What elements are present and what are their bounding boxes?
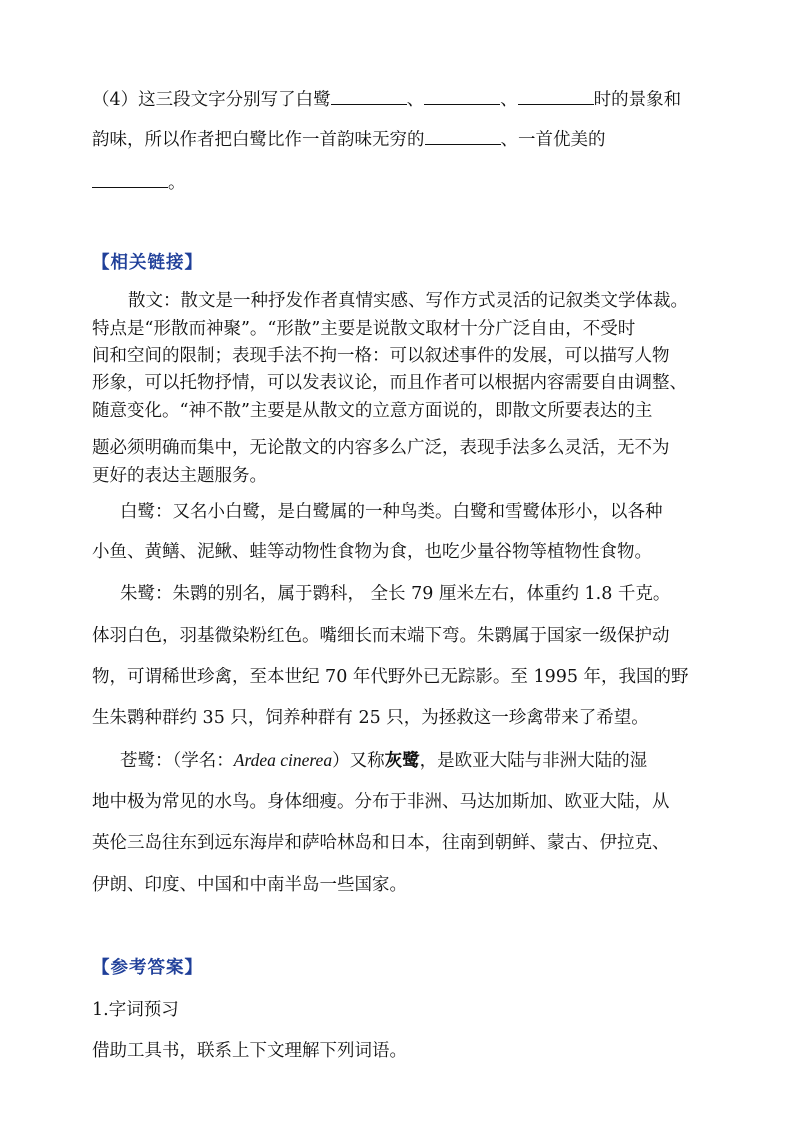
- heron-text: 苍鹭：（学名：: [120, 751, 234, 771]
- prose-paragraph-line: 随意变化。“神不散”主要是从散文的立意方面说的，即散文所要表达的主: [92, 401, 653, 421]
- answer-blank: [518, 87, 594, 105]
- question-line-1: [92, 87, 681, 111]
- heron-text: ，是欧亚大陆与非洲大陆的湿: [419, 751, 648, 771]
- heron-paragraph-line: [120, 749, 647, 772]
- heron-alt-name: 灰鹭: [384, 751, 420, 771]
- answer-blank: [425, 127, 501, 145]
- ibis-paragraph-line: 体羽白色，羽基微染粉红色。嘴细长而末端下弯。朱鹮属于国家一级保护动: [92, 626, 670, 646]
- prose-paragraph-line: 特点是“形散而神聚”。“形散”主要是说散文取材十分广泛自由，不受时: [92, 319, 636, 339]
- prose-paragraph-line: 题必须明确而集中，无论散文的内容多么广泛，表现手法多么灵活，无不为: [92, 438, 670, 458]
- answer-blank: [424, 87, 500, 105]
- prose-paragraph-line: 更好的表达主题服务。: [92, 466, 267, 486]
- answer-item-title: 1.字词预习: [92, 1000, 179, 1020]
- related-links-heading: 【相关链接】: [92, 253, 203, 273]
- separator: 、: [500, 90, 518, 110]
- question-text: 韵味，所以作者把白鹭比作一首韵味无穷的: [92, 130, 425, 150]
- prose-paragraph-line: 散文：散文是一种抒发作者真情实感、写作方式灵活的记叙类文学体裁。: [128, 291, 688, 311]
- question-line-3: [92, 170, 186, 194]
- prose-paragraph-line: 形象，可以托物抒情，可以发表议论，而且作者可以根据内容需要自由调整、: [92, 373, 687, 393]
- reference-answers-heading: 【参考答案】: [92, 958, 203, 978]
- question-text: 。: [168, 173, 186, 193]
- question-text: 、一首优美的: [500, 130, 606, 150]
- heron-latin-name: Ardea cinerea: [233, 750, 333, 770]
- ibis-paragraph-line: 朱鹭：朱鹮的别名，属于鹮科， 全长 79 厘米左右，体重约 1.8 千克。: [120, 584, 671, 604]
- answer-blank: [92, 170, 168, 188]
- ibis-paragraph-line: 物，可谓稀世珍禽，至本世纪 70 年代野外已无踪影。至 1995 年，我国的野: [92, 667, 689, 687]
- prose-paragraph-line: 间和空间的限制；表现手法不拘一格：可以叙述事件的发展，可以描写人物: [92, 346, 670, 366]
- egret-paragraph-line: 小鱼、黄鳝、泥鳅、蛙等动物性食物为食，也吃少量谷物等植物性食物。: [92, 542, 652, 562]
- heron-paragraph-line: 伊朗、印度、中国和中南半岛一些国家。: [92, 875, 407, 895]
- egret-paragraph-line: 白鹭：又名小白鹭，是白鹭属的一种鸟类。白鹭和雪鹭体形小，以各种: [120, 502, 663, 522]
- answer-blank: [331, 87, 407, 105]
- separator: 、: [406, 90, 425, 110]
- answer-item-description: 借助工具书，联系上下文理解下列词语。: [92, 1041, 407, 1061]
- ibis-paragraph-line: 生朱鹮种群约 35 只，饲养种群有 25 只，为拯救这一珍禽带来了希望。: [92, 708, 649, 728]
- heron-paragraph-line: 英伦三岛往东到远东海岸和萨哈林岛和日本，往南到朝鲜、蒙古、伊拉克、: [92, 833, 670, 853]
- question-text: （4）这三段文字分别写了白鹭: [92, 90, 331, 110]
- heron-text: ）又称: [332, 751, 385, 771]
- question-line-2: [92, 127, 606, 151]
- question-text: 时的景象和: [593, 90, 682, 110]
- heron-paragraph-line: 地中极为常见的水鸟。身体细瘦。分布于非洲、马达加斯加、欧亚大陆，从: [92, 792, 670, 812]
